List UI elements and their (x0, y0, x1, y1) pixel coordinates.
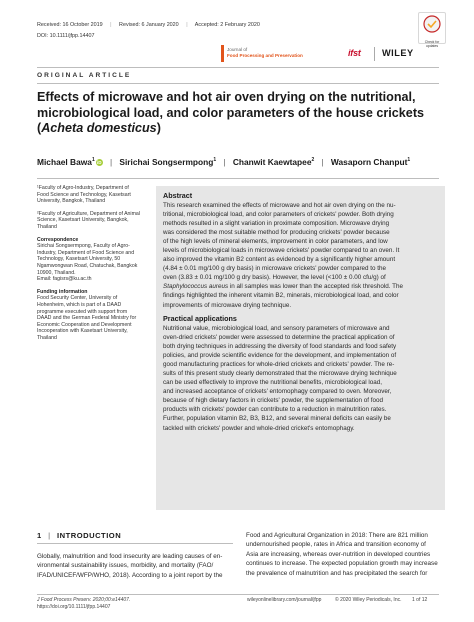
applications-line: can be used effectively to improve the nutritional benefits, microbiological load, (163, 379, 382, 387)
title-species: Acheta domesticus (41, 121, 157, 135)
applications-line: products with crickets' powder can contribute to a reduction in malnutrition rates. (163, 406, 387, 414)
intro-rule (37, 543, 233, 544)
affiliation-1: ¹Faculty of Agro-Industry, Department of Food Science and Technology, Kasetsart University, Bangkok, Thailand (37, 185, 131, 205)
species-name: Staphylococcus aureus (163, 283, 229, 291)
intro-left-column (37, 552, 237, 580)
affiliation-2: ²Faculty of Agriculture, Department of Animal Science, Kasetsart University, Bangkok, Thailand (37, 210, 140, 230)
author-separator: | (223, 157, 226, 167)
intro-line: Globally, malnutrition and food insecurity are leading causes of en- (37, 553, 223, 560)
abstract-line: of the high levels of mineral elements, improvement in color parameters, and low (163, 238, 388, 246)
author-separator: | (321, 157, 324, 167)
author-name[interactable]: Chanwit Kaewtapee (232, 157, 312, 167)
received-date: Received: 16 October 2019 (37, 22, 103, 28)
intro-line: Food and Agricultural Organization in 2018: There are 821 million (246, 532, 428, 539)
abstract-line: This research examined the effects of microwave and hot air oven drying on the nu- (163, 202, 396, 209)
intro-line: continues to increase. The expected population growth may increase (246, 560, 438, 568)
correspondence-email[interactable]: Email: fagisrs@ku.ac.th (37, 276, 92, 283)
author-name[interactable]: Michael Bawa (37, 157, 92, 167)
footer-rule (37, 594, 439, 595)
article-type: ORIGINAL ARTICLE (37, 72, 132, 79)
abstract-line: methods resulted in a slight variation in proximate composition. Microwave drying (163, 220, 390, 228)
abstract-line: levels of microbiological loads in microwave crickets' powder compared to an oven. It (163, 247, 400, 255)
practical-applications-text (163, 324, 439, 433)
abstract-line: tritional, microbiological load, and color parameters of crickets' powder. Both drying (163, 211, 394, 219)
applications-line: Further, population vitamin B2, B3, B12, and several mineral deficits can easily be (163, 415, 391, 423)
footer-citation: J Food Process Preserv. 2020;00:e14407. (37, 597, 131, 603)
doi-text[interactable]: DOI: 10.1111/jfpp.14407 (37, 33, 95, 39)
orcid-icon[interactable]: iD (96, 160, 102, 165)
revised-date: Revised: 6 January 2020 (119, 22, 179, 28)
applications-line: policies, and provide scientific evidence for the development, and implementation of (163, 352, 397, 360)
abstract-line: improvements of microwave drying technique. (163, 301, 292, 309)
ifst-logo: ifst (348, 48, 361, 58)
applications-line: both drying techniques in addressing the diversity of food standards and food safety (163, 343, 397, 351)
section-number: 1 (37, 531, 42, 540)
journal-name-line2: Food Processing and Preservation (227, 52, 303, 58)
intro-right-column (246, 531, 446, 578)
applications-line: because of high dietary factors in crickets' powder, the supplementation of food (163, 397, 383, 405)
author-name[interactable]: Wasaporn Chanput (330, 157, 408, 167)
accepted-date: Accepted: 2 February 2020 (194, 22, 260, 28)
author-separator: | (109, 157, 113, 167)
abstract-line: also improved the vitamin B2 content as evidenced by a significantly higher amount (163, 256, 396, 264)
article-type-rule (37, 83, 439, 84)
author-list: Michael Bawa$^1$ iD | Sirichai Songsermpong$^1$ | Chanwit Kaewtapee$^2$ | Wasaporn Chanput$^1$ (37, 157, 411, 167)
authors-rule (37, 178, 439, 179)
intro-line: the prevalence of malnutrition and has precipitated the search for (246, 569, 428, 577)
funding-block (37, 289, 141, 342)
applications-line: good manufacturing practices for whole-dried crickets and crickets' powder. The re- (163, 361, 395, 369)
section-title: INTRODUCTION (56, 531, 122, 540)
applications-line: tackled with crickets' powder and whole-dried cricket's entomophagy. (163, 424, 355, 432)
abstract-line: oven (3.83 ± 0.01 mg/100 g dry basis). However, the level (<100 ± 0.00 cfu/g) of (163, 274, 386, 282)
applications-line: Nutritional value, microbiological load, and sensory parameters of microwave and (163, 325, 390, 332)
check-updates-label: Check for updates (424, 40, 440, 48)
footer-doi-link[interactable]: https://doi.org/10.1111/jfpp.14407 (37, 604, 111, 610)
sidebar (37, 185, 141, 347)
footer-copyright: © 2020 Wiley Periodicals, Inc. (335, 597, 402, 603)
page-number: 1 of 12 (412, 597, 428, 603)
intro-line: Asia are increasing, whereas over-nutrition in developed countries (246, 550, 431, 558)
intro-line: IFAD/UNICEF/WFP/WHO, 2018). According to a joint report by the (37, 571, 223, 579)
article-title: Effects of microwave and hot air oven drying on the nutritional, microbiological load, and color parameters of the house crickets (Acheta domesticus) (37, 90, 425, 135)
funding-text: Food Security Center, University of Hohenheim, which is part of a DAAD programme executed with support from DAAD and the German Federal Ministry for Economic Cooperation and Development Incooperation with Kasetsart University, Thailand (37, 295, 137, 341)
funding-heading: Funding information (37, 288, 88, 295)
practical-applications-heading: Practical applications (163, 314, 237, 323)
applications-line: oven-dried crickets' powder were assessed to determine the practical application of (163, 334, 395, 342)
logo-divider (374, 47, 375, 61)
correspondence-heading: Correspondence (37, 236, 79, 243)
intro-line: vironmental sustainability issues, morbidity, and mortality (FAO/ (37, 562, 214, 570)
check-updates-icon (419, 13, 445, 35)
introduction-heading: 1 | INTRODUCTION (37, 531, 122, 540)
wiley-logo: WILEY (382, 48, 414, 58)
abstract-line: findings highlighted the inherent vitamin B2, minerals, microbiological load, and color (163, 292, 399, 300)
author-name[interactable]: Sirichai Songsermpong (119, 157, 214, 167)
article-dates: Received: 16 October 2019 | Revised: 6 January 2020 | Accepted: 2 February 2020 (37, 22, 260, 28)
abstract-box (156, 186, 445, 510)
check-updates-badge[interactable] (418, 12, 446, 48)
abstract-heading: Abstract (163, 191, 193, 200)
journal-name-line1: Journal of (227, 47, 248, 52)
abstract-text (163, 201, 439, 310)
correspondence-block (37, 237, 141, 283)
applications-line: and increased acceptance of crickets' entomophagy compared to oven. Moreover, (163, 388, 392, 396)
intro-line: undernourished people, rates in Africa and transition economy of (246, 541, 426, 549)
footer-site-link[interactable]: wileyonlinelibrary.com/journal/jfpp (247, 597, 322, 603)
abstract-line: (4.84 ± 0.01 mg/100 g dry basis) in microwave crickets' powder compared to the (163, 265, 387, 273)
applications-line: sults of this present study clearly demonstrated that the microwave drying technique (163, 370, 397, 378)
header-rule (37, 67, 439, 68)
correspondence-text: Sirichai Songsermpong, Faculty of Agro-Industry, Department of Food Science and Technology, Kasetsart University, 50 Ngamwongwan Road, Chatuchak, Bangkok 10900, Thailand. (37, 243, 138, 276)
abstract-line: Staphylococcus aureus in all samples was lower than the accepted risk threshold. The (163, 283, 403, 291)
journal-accent-bar (221, 45, 224, 62)
journal-masthead (221, 45, 313, 65)
abstract-line: was considered the most suitable method for producing crickets' powder because (163, 229, 390, 237)
